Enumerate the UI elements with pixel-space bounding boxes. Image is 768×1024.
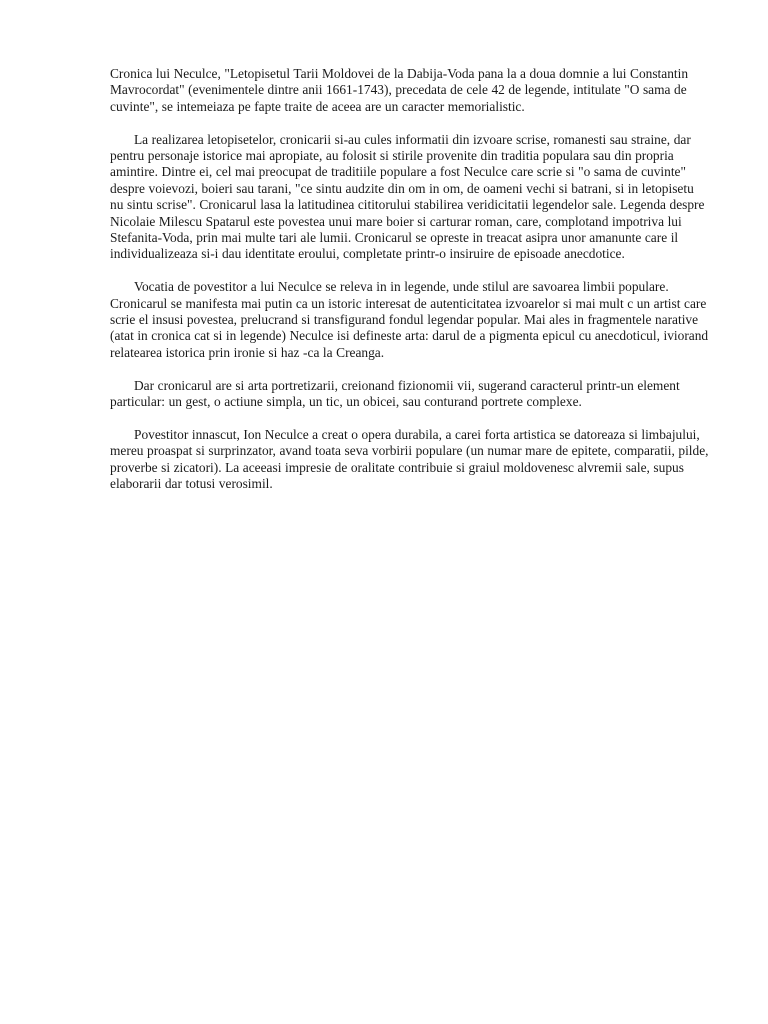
paragraph-sources: La realizarea letopisetelor, cronicarii si-au cules informatii din izvoare scrise, romanesti sau straine, dar pentru personaje istorice mai apropiate, au folosit si stirile provenite din traditia populara sau din propria amintire. Dintre ei, cel mai preocupat de traditiile populare a fost Neculce care scrie si "o sama de cuvinte" despre voievozi, boieri sau tarani, "ce sintu audzite din om in om, de oameni vechi si batrani, si in letopisetu nu sintu scrise". Cronicarul lasa la latitudinea cititorului stabilirea veridicitatii legendelor sale. Legenda despre Nicolaie Milescu Spatarul este povestea unui mare boier si carturar roman, care, complotand impotriva lui Stefanita-Voda, prin mai multe tari ale lumii. Cronicarul se opreste in treacat asipra unor amanunte care il individualizeaza si-i dau identitate eroului, completate printr-o insiruire de episoade anecdotice.	[110, 131, 705, 262]
paragraph-intro: Cronica lui Neculce, "Letopisetul Tarii Moldovei de la Dabija-Voda pana la a doua domnie a lui Constantin Mavrocordat" (evenimentele dintre anii 1661-1743), precedata de cele 42 de legende, intitulate "O sama de cuvinte", se intemeiaza pe fapte traite de aceea are un caracter memorialistic.	[110, 66, 689, 114]
paragraph-portraits: Dar cronicarul are si arta portretizarii, creionand fizionomii vii, sugerand caracterul printr-un element particular: un gest, o actiune simpla, un tic, un obicei, sau conturand portrete complexe.	[110, 377, 680, 410]
document-body	[110, 66, 710, 509]
paragraph-narrator-vocation: Vocatia de povestitor a lui Neculce se releva in in legende, unde stilul are savoarea limbii populare. Cronicarul se manifesta mai putin ca un istoric interesat de autenticitatea izvoarelor si mai mult c un artist care scrie el insusi povestea, prelucrand si transfigurand fondul legendar popular. Mai ales in fragmentele narative (atat in cronica cat si in legende) Neculce isi defineste arta: darul de a pigmenta epicul cu anecdoticul, iviorand relatearea istorica prin ironie si haz -ca la Creanga.	[110, 279, 709, 360]
paragraph-conclusion: Povestitor innascut, Ion Neculce a creat o opera durabila, a carei forta artistica se datoreaza si limbajului, mereu proaspat si surprinzator, avand toata seva vorbirii populare (un numar mare de epitete, comparatii, pilde, proverbe si zicatori). La aceeasi impresie de oralitate contribuie si graiul moldovenesc alvremii sale, supus elaborarii dar totusi verosimil.	[110, 426, 709, 492]
